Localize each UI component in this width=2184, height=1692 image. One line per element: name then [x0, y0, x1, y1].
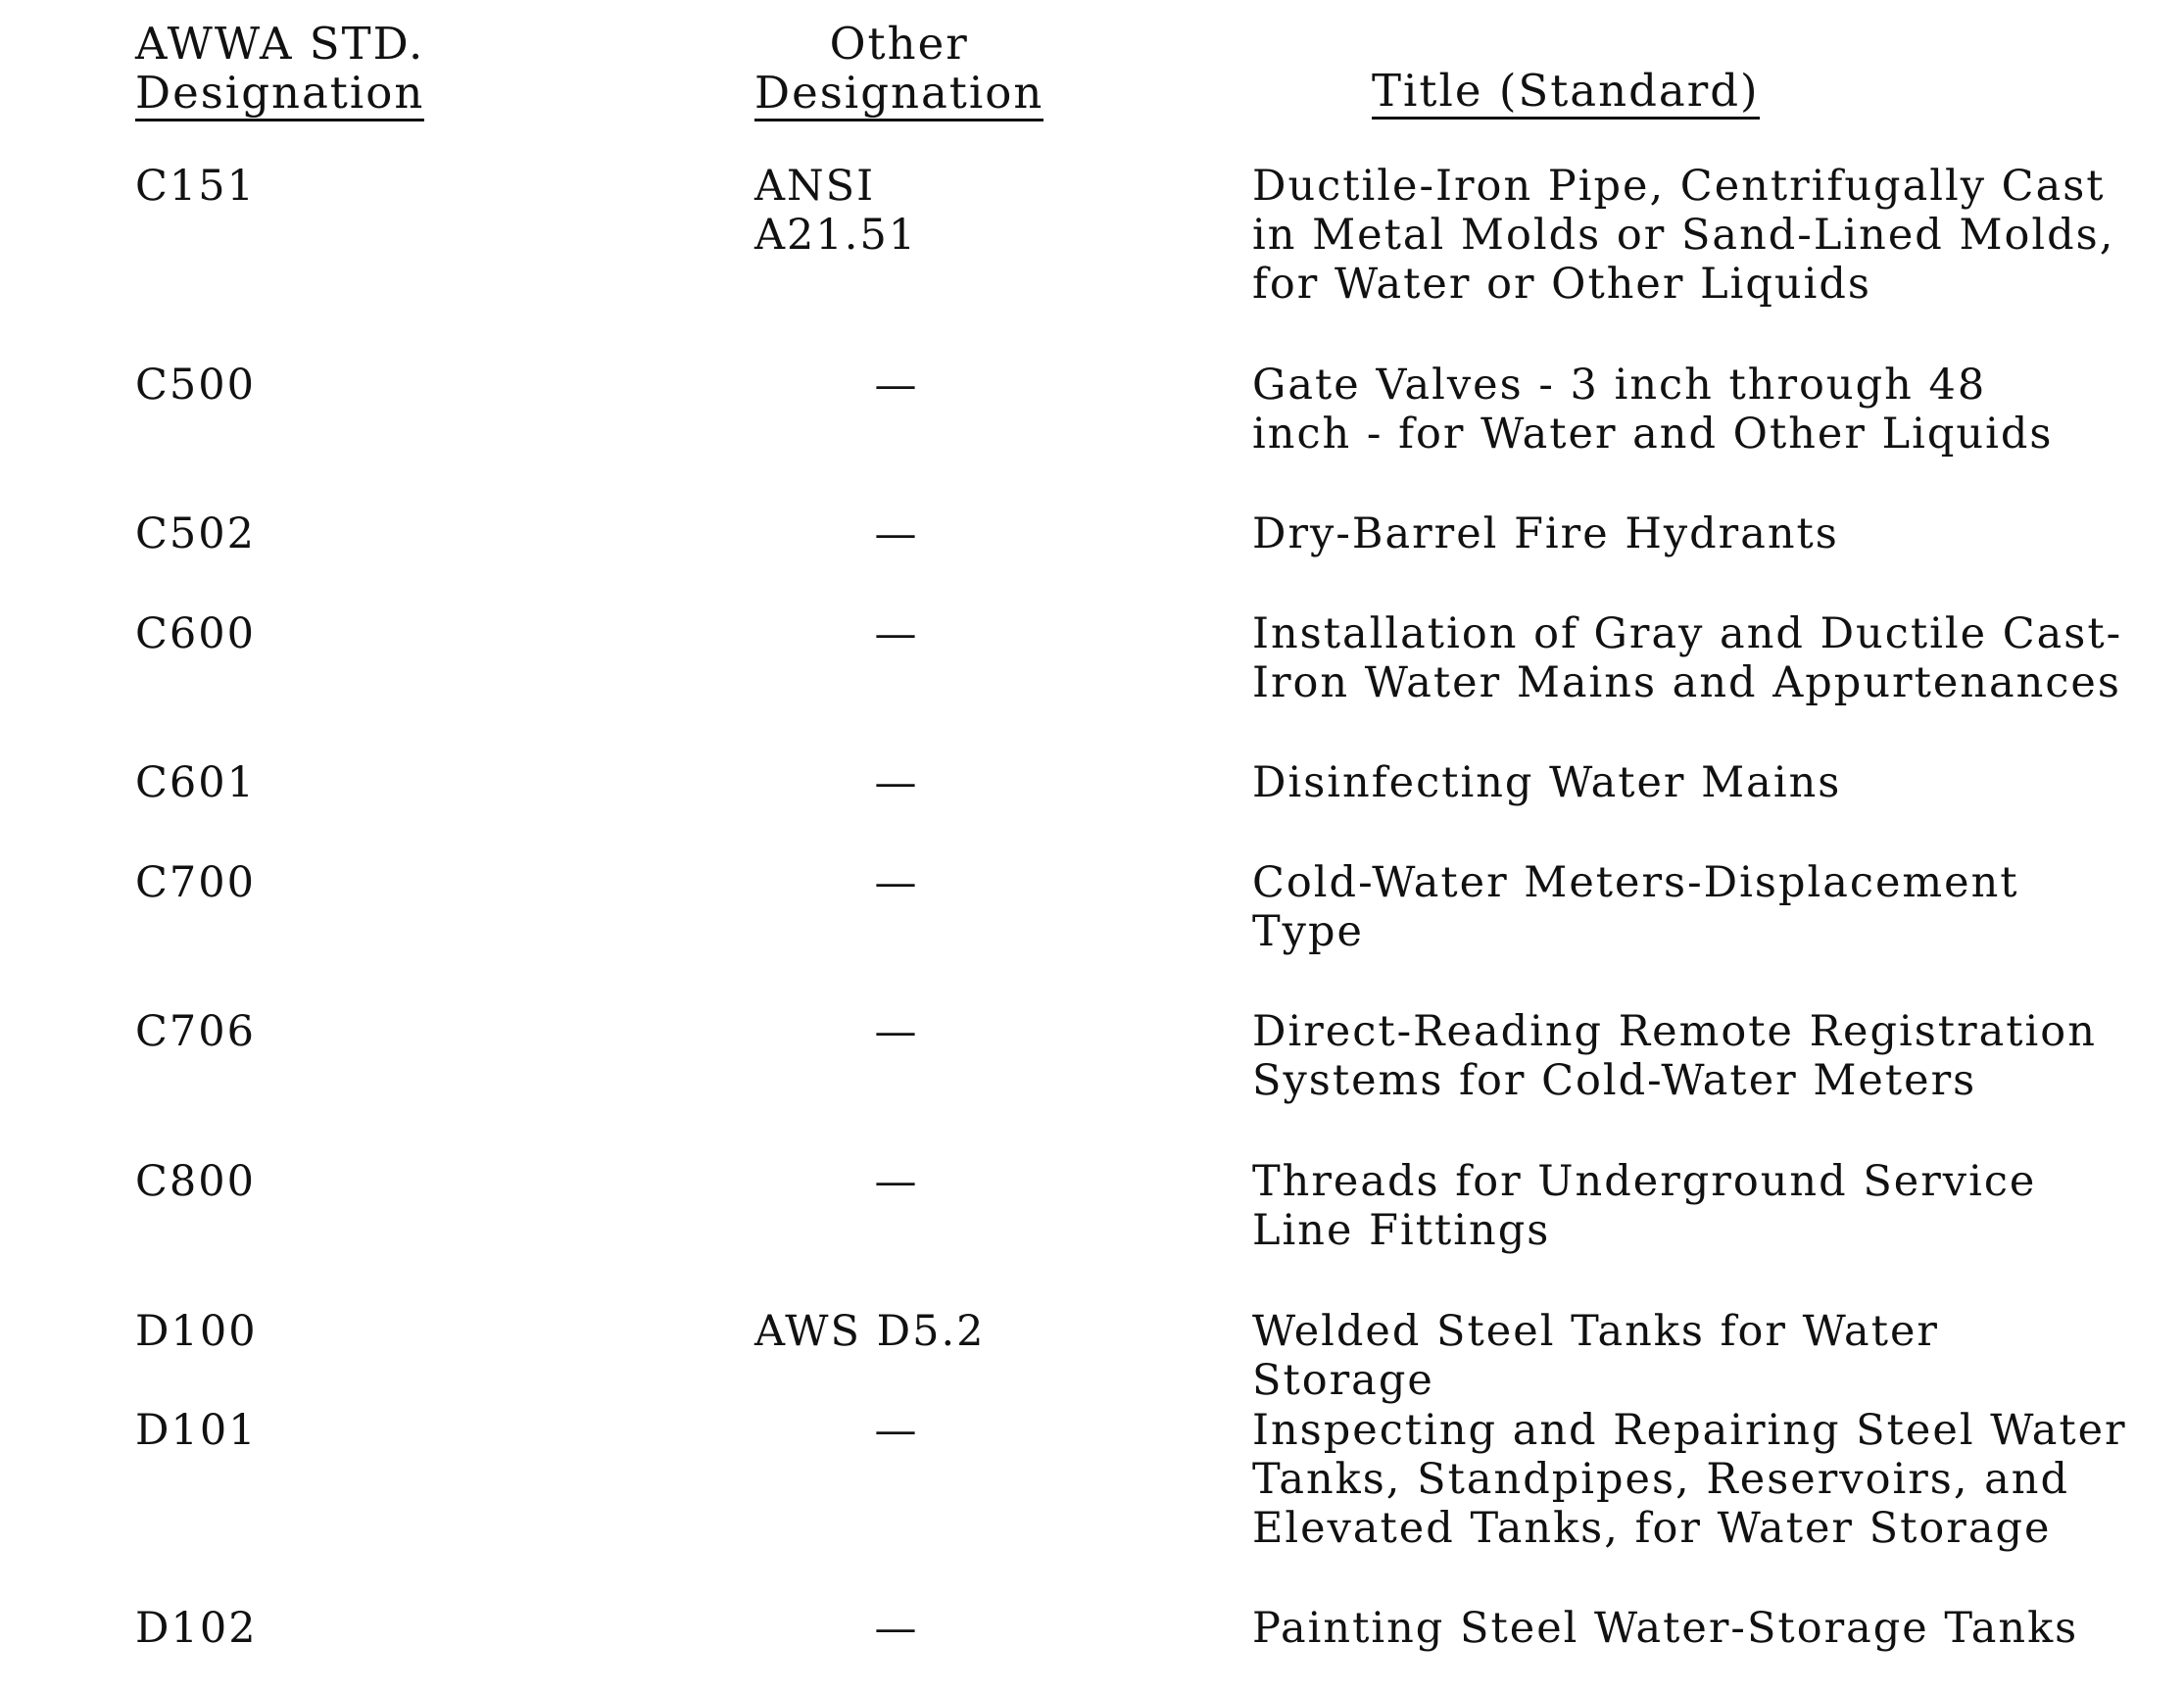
row-std-designation: C502 — [135, 509, 256, 558]
row-std-designation: D102 — [135, 1604, 258, 1653]
header-other-line2: Designation — [754, 69, 1043, 121]
row-std-designation: D100 — [135, 1307, 258, 1356]
row-std-designation: C800 — [135, 1157, 256, 1206]
row-other-designation: AWS D5.2 — [754, 1307, 986, 1356]
row-title: Welded Steel Tanks for Water Storage — [1252, 1307, 1939, 1405]
row-std-designation: C601 — [135, 758, 256, 807]
header-other-designation — [754, 20, 1043, 121]
row-title: Installation of Gray and Ductile Cast- Iron Water Mains and Appurtenances — [1252, 609, 2123, 707]
row-title: Gate Valves - 3 inch through 48 inch - for Water and Other Liquids — [1252, 361, 2054, 459]
row-std-designation: C500 — [135, 361, 256, 410]
row-other-designation: ANSI A21.51 — [754, 162, 918, 260]
row-title: Painting Steel Water-Storage Tanks — [1252, 1604, 2079, 1653]
header-title-standard — [1372, 67, 1760, 120]
row-other-designation: — — [874, 361, 919, 410]
row-other-designation: — — [874, 1406, 919, 1455]
row-title: Threads for Underground Service Line Fittings — [1252, 1157, 2037, 1255]
row-std-designation: C600 — [135, 609, 256, 658]
header-awwa-line2: Designation — [135, 69, 424, 121]
row-other-designation: — — [874, 509, 919, 558]
row-other-designation: — — [874, 1604, 919, 1653]
row-other-designation: — — [874, 858, 919, 907]
row-std-designation: C706 — [135, 1007, 256, 1056]
row-std-designation: C151 — [135, 162, 256, 211]
row-title: Dry-Barrel Fire Hydrants — [1252, 509, 1839, 558]
row-title: Disinfecting Water Mains — [1252, 758, 1842, 807]
row-other-designation: — — [874, 609, 919, 658]
row-std-designation: D101 — [135, 1406, 258, 1455]
row-title: Inspecting and Repairing Steel Water Tanks, Standpipes, Reservoirs, and Elevated Tanks, for Water Storage — [1252, 1406, 2127, 1553]
header-other-line1: Other — [829, 18, 969, 70]
row-title: Direct-Reading Remote Registration Systems for Cold-Water Meters — [1252, 1007, 2097, 1105]
row-std-designation: C700 — [135, 858, 256, 907]
row-other-designation: — — [874, 1157, 919, 1206]
row-title: Ductile-Iron Pipe, Centrifugally Cast in Metal Molds or Sand-Lined Molds, for Water or Other Liquids — [1252, 162, 2115, 309]
header-awwa-line1: AWWA STD. — [135, 18, 425, 70]
header-title-text: Title (Standard) — [1372, 67, 1760, 120]
row-other-designation: — — [874, 758, 919, 807]
row-other-designation: — — [874, 1007, 919, 1056]
header-awwa-designation — [135, 20, 424, 121]
row-title: Cold-Water Meters-Displacement Type — [1252, 858, 2019, 956]
